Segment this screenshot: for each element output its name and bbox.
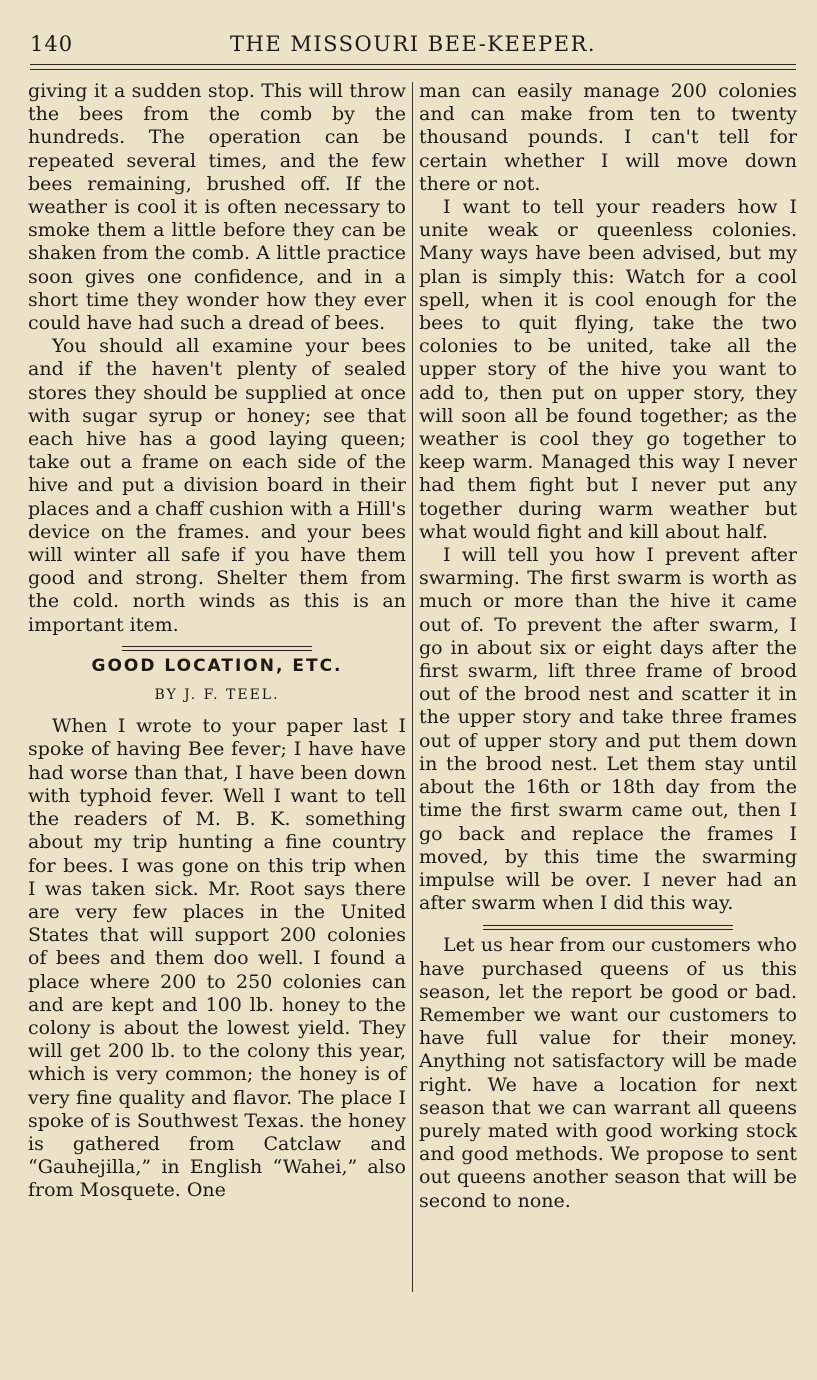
paragraph-after-swarming: I will tell you how I prevent after swarming. The first swarm is worth as much or more than the hive it came out of. To prevent the after swarm, I go in about six or eight days after the first swarm, lift three frame of brood out of the brood nest and scatter it in the upper story and take three frames out of upper story and put them down in the brood nest. Let them stay until about the 16th or 18th day from the time the first swarm came out, then I go back and replace the frames I moved, by this time the swarming impulse will be over. I never had an after swarm when I did this way. [419, 544, 797, 915]
paragraph-continued: giving it a sudden stop. This will throw the bees from the comb by the hundreds. The operation can be repeated several times, and the few bees remaining, brushed off. If the weather is cool it is often necessary to smoke them a little before they can be shaken from the comb. A little practice soon gives one confidence, and in a short time they wonder how they ever could have had such a dread of bees. [28, 80, 406, 335]
page-number: 140 [30, 32, 74, 56]
article-heading: GOOD LOCATION, ETC. [91, 655, 343, 676]
paragraph-colonies: man can easily manage 200 colonies and can make from ten to twenty thousand pounds. I can't tell for certain whether I will move down there or not. [419, 80, 797, 195]
column-divider [412, 82, 413, 1292]
section-divider [122, 646, 312, 647]
header-rule [30, 64, 796, 65]
section-divider-right [483, 925, 733, 926]
left-column [28, 80, 406, 1203]
paragraph-examine-bees: You should all examine your bees and if the haven't plenty of sealed stores they should be supplied at once with sugar syrup or honey; see that each hive has a good laying queen; take out a frame on each side of the hive and put a division board in their places and a chaff cushion with a Hill's device on the frames. and your bees will winter all safe if you have them good and strong. Shelter them from the cold. north winds as this is an important item. [28, 335, 406, 636]
paragraph-unite-colonies: I want to tell your readers how I unite weak or queenless colonies. Many ways have been advised, but my plan is simply this: Watch for a cool spell, when it is cool enough for the bees to quit flying, take the two colonies to be united, take all the upper story of the hive you want to add to, then put on upper story, they will soon all be found together; as the weather is cool they go together to keep warm. Managed this way I never had them fight but I never put any together during warm weather but what would fight and kill about half. [419, 196, 797, 543]
page-header [30, 32, 796, 64]
header-rule-secondary [30, 69, 796, 70]
right-column [419, 80, 797, 1213]
paragraph-good-location: When I wrote to your paper last I spoke of having Bee fever; I have have had worse than that, I have been down with typhoid fever. Well I want to tell the readers of M. B. K. something about my trip hunting a fine country for bees. I was gone on this trip when I was taken sick. Mr. Root says there are very few places in the United States that will support 200 colonies of bees and them doo well. I found a place where 200 to 250 colonies can and are kept and 100 lb. honey to the colony is about the lowest yield. They will get 200 lb. to the colony this year, which is very common; the honey is of very fine quality and flavor. The place I spoke of is Southwest Texas. the honey is gathered from Catclaw and “Gauhejilla,” in English “Wahei,” also from Mosquete. One [28, 715, 406, 1202]
paragraph-customers: Let us hear from our customers who have purchased queens of us this season, let the report be good or bad. Remember we want our customers to have full value for their money. Anything not satisfactory will be made right. We have a location for next season that we can warrant all queens purely mated with good working stock and good methods. We propose to sent out queens another season that will be second to none. [419, 934, 797, 1212]
article-byline: BY J. F. TEEL. [154, 687, 280, 704]
running-title: THE MISSOURI BEE-KEEPER. [230, 32, 597, 56]
